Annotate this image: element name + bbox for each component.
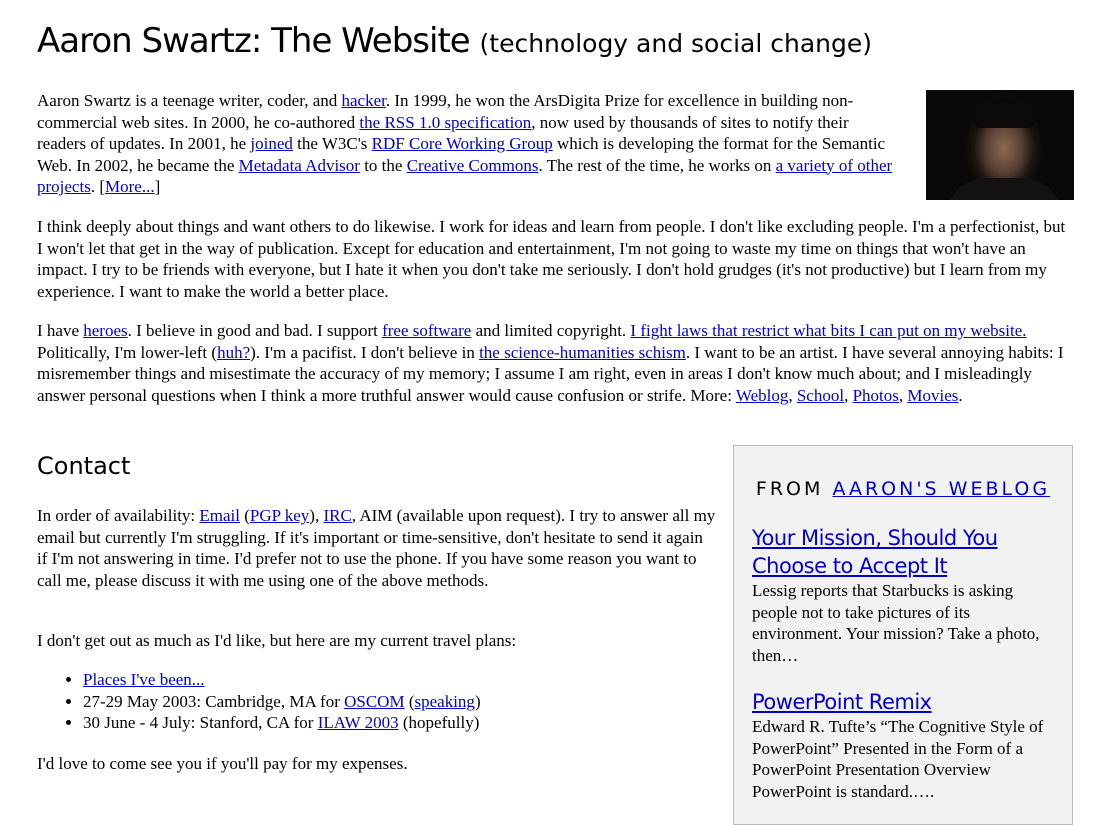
contact-paragraph	[37, 505, 717, 591]
contact-heading: Contact	[37, 452, 131, 480]
irc-link[interactable]: IRC	[323, 506, 352, 525]
oscom-link[interactable]: OSCOM	[344, 691, 405, 711]
intro-text: ]	[154, 177, 161, 196]
intro-text: . The rest of the time, he works on	[538, 155, 776, 175]
contact-text: , AIM (available upon request). I try to answer all my email but currently I'm struggling. If it's important or time-sensitive, don't hesitate to send it again if I'm not answering in time. I'd prefer not to use the phone. If you have some reason you want to call me, please discuss it with me using one of the above methods.	[37, 506, 716, 590]
beliefs-text: ). I'm a pacifist. I don't believe in	[250, 342, 480, 362]
speaking-link[interactable]: speaking	[414, 691, 475, 711]
travel-text: 30 June - 4 July: Stanford, CA for	[83, 713, 318, 732]
more-link[interactable]: More...	[105, 177, 155, 196]
intro-text: Aaron Swartz is a teenage writer, coder, and	[37, 91, 342, 110]
expenses-note: I'd love to come see you if you'll pay for my expenses.	[37, 754, 408, 773]
list-item	[83, 691, 763, 713]
travel-list	[37, 669, 763, 734]
intro-text: . In 1999, he won the ArsDigita Prize for excellence in building non-commercial web sites. In 2000, he co-authored	[37, 91, 854, 132]
site-subtitle: (technology and social change)	[479, 29, 873, 58]
school-link[interactable]: School	[796, 385, 845, 405]
contact-text: (	[240, 506, 250, 525]
photo-shoulders	[946, 178, 1062, 200]
hacker-link[interactable]: hacker	[341, 91, 386, 110]
beliefs-text: . I want to be an artist. I have several annoying habits: I misremember things and misestimate the accuracy of my memory; I assume I am right, even in areas I don't know much about; and I misleadingly answer personal questions when I think a more truthful answer would cause confusion or strife. More:	[37, 342, 1064, 405]
travel-text: (hopefully)	[398, 713, 480, 732]
beliefs-paragraph	[37, 320, 1067, 406]
photos-link[interactable]: Photos	[852, 385, 899, 405]
list-item	[83, 669, 763, 691]
contact-text: ),	[309, 506, 324, 525]
places-been-link[interactable]: Places I've been...	[83, 670, 205, 689]
fight-laws-link[interactable]: I fight laws that restrict what bits I can put on my website.	[630, 321, 1027, 340]
weblog-box	[733, 445, 1073, 825]
travel-text: 27-29 May 2003: Cambridge, MA for	[83, 691, 345, 711]
travel-text: )	[474, 691, 481, 711]
email-link[interactable]: Email	[199, 506, 240, 525]
separator: ,	[844, 385, 853, 405]
metadata-advisor-link[interactable]: Metadata Advisor	[238, 155, 360, 175]
creative-commons-link[interactable]: Creative Commons	[406, 155, 539, 175]
travel-intro: I don't get out as much as I'd like, but here are my current travel plans:	[37, 631, 517, 650]
intro-paragraph	[37, 90, 897, 198]
contact-text: In order of availability:	[37, 506, 200, 525]
intro-text: to the	[359, 155, 407, 175]
weblog-post-excerpt: Edward R. Tufte’s “The Cognitive Style of PowerPoint” Presented in the Form of a PowerPoint Presentation Overview PowerPoint is standard.….	[752, 717, 1044, 801]
rss-spec-link[interactable]: the RSS 1.0 specification	[359, 112, 532, 132]
travel-text: (	[404, 691, 415, 711]
joined-link[interactable]: joined	[250, 134, 293, 153]
about-paragraph: I think deeply about things and want others to do likewise. I work for ideas and learn from people. I don't like excluding people. I'm a perfectionist, but I won't let that get in the way of publication. Except for education and entertainment, I'm not going to waste my time on things that won't have an impact. I try to be friends with everyone, but I hate it when you don't take me seriously. I don't hold grudges (it's not productive) but I learn from my experience. I want to make the world a better place.	[37, 217, 1066, 301]
page-title	[37, 18, 872, 67]
free-software-link[interactable]: free software	[382, 321, 472, 340]
intro-text: which is developing the format for the Semantic Web. In 2002, he became the	[37, 134, 886, 175]
other-projects-link[interactable]: a variety of other projects	[37, 155, 893, 196]
beliefs-text: . I believe in good and bad. I support	[127, 321, 383, 340]
heroes-link[interactable]: heroes	[83, 321, 128, 340]
movies-link[interactable]: Movies	[907, 385, 959, 405]
ilaw-link[interactable]: ILAW 2003	[317, 713, 399, 732]
rdf-core-link[interactable]: RDF Core Working Group	[371, 134, 553, 153]
weblog-heading	[752, 476, 1054, 502]
list-item	[83, 712, 763, 734]
from-label: FROM	[755, 478, 833, 500]
site-title: Aaron Swartz: The Website	[37, 21, 470, 61]
weblog-post-excerpt: Lessig reports that Starbucks is asking people not to take pictures of its environment. Your mission? Take a photo, then…	[752, 581, 1040, 665]
separator: ,	[788, 385, 797, 405]
author-photo	[926, 90, 1074, 200]
separator: ,	[898, 385, 908, 405]
weblog-link[interactable]: Weblog	[735, 385, 789, 405]
photo-hair	[972, 98, 1036, 128]
science-humanities-link[interactable]: the science-humanities schism	[479, 342, 686, 362]
beliefs-text: .	[958, 385, 963, 405]
pgp-key-link[interactable]: PGP key	[249, 506, 310, 525]
beliefs-text: Politically, I'm lower-left (	[37, 342, 218, 362]
beliefs-text: I have	[37, 321, 84, 340]
weblog-post-title[interactable]: Your Mission, Should You Choose to Accept It	[752, 526, 998, 578]
intro-text: , now used by thousands of sites to notify their readers of updates. In 2001, he	[37, 112, 849, 153]
huh-link[interactable]: huh?	[217, 342, 251, 362]
weblog-post-title[interactable]: PowerPoint Remix	[752, 690, 932, 714]
intro-text: the W3C's	[292, 134, 372, 153]
aarons-weblog-link[interactable]: AARON'S WEBLOG	[832, 478, 1051, 500]
intro-text: . [	[90, 177, 105, 196]
beliefs-text: and limited copyright.	[471, 321, 631, 340]
